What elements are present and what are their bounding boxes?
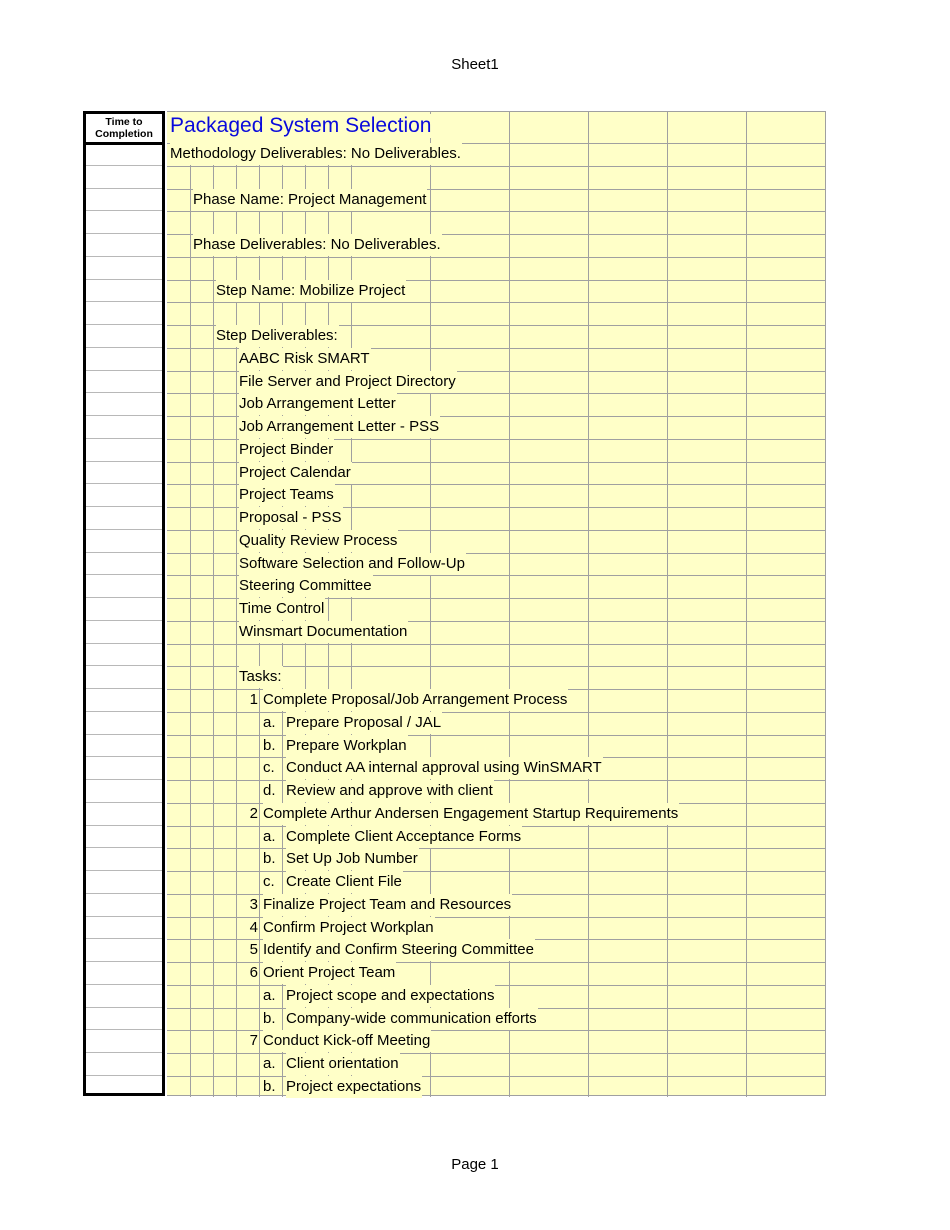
- time-cell: [86, 415, 162, 416]
- subtask-name: Complete Client Acceptance Forms: [286, 826, 522, 848]
- outline-row-text: Winsmart Documentation: [239, 621, 408, 643]
- outline-row-text: Steering Committee: [239, 575, 373, 597]
- time-cell: [86, 961, 162, 962]
- subtask-name: Set Up Job Number: [286, 848, 419, 870]
- time-cell: [86, 438, 162, 439]
- task-number: 4: [249, 918, 258, 936]
- subtask-letter: b.: [263, 1009, 276, 1027]
- time-cell: [86, 665, 162, 666]
- task-number: 2: [249, 804, 258, 822]
- task-name: Orient Project Team: [263, 962, 396, 984]
- time-cell: [86, 870, 162, 871]
- time-to-completion-column: [83, 111, 165, 1096]
- task-name: Conduct Kick-off Meeting: [263, 1030, 431, 1052]
- subtask-name: Project expectations: [286, 1076, 422, 1098]
- subtask-letter: b.: [263, 850, 276, 868]
- time-cell: [86, 461, 162, 462]
- time-cell: [86, 847, 162, 848]
- subtask-letter: a.: [263, 827, 276, 845]
- time-cell: [86, 188, 162, 189]
- time-cell: [86, 643, 162, 644]
- task-number: 5: [249, 941, 258, 959]
- subtask-letter: b.: [263, 736, 276, 754]
- subtask-name: Review and approve with client: [286, 780, 494, 802]
- time-cell: [86, 370, 162, 371]
- time-cell: [86, 984, 162, 985]
- time-cell: [86, 529, 162, 530]
- subtask-letter: a.: [263, 986, 276, 1004]
- subtask-letter: c.: [263, 873, 275, 890]
- time-cell: [86, 825, 162, 826]
- time-cell: [86, 506, 162, 507]
- outline-row-text: Phase Name: Project Management: [193, 189, 427, 211]
- time-cell: [86, 688, 162, 689]
- time-cell: [86, 279, 162, 280]
- subtask-name: Prepare Proposal / JAL: [286, 712, 442, 734]
- sheet-title: Packaged System Selection: [170, 114, 432, 137]
- task-number: 7: [249, 1032, 258, 1050]
- time-cell: [86, 916, 162, 917]
- task-name: Complete Arthur Andersen Engagement Startup Requirements: [263, 803, 679, 825]
- time-cell: [86, 301, 162, 302]
- page-number-footer: Page 1: [451, 1156, 499, 1173]
- outline-row-text: Quality Review Process: [239, 530, 398, 552]
- time-cell: [86, 1052, 162, 1053]
- outline-row-text: Phase Deliverables: No Deliverables.: [193, 234, 442, 256]
- time-cell: [86, 1007, 162, 1008]
- subtask-name: Create Client File: [286, 871, 403, 893]
- outline-row-text: Step Deliverables:: [216, 325, 339, 347]
- time-cell: [86, 233, 162, 234]
- outline-row-text: AABC Risk SMART: [239, 348, 371, 370]
- outline-row-text: Project Calendar: [239, 462, 352, 484]
- subtask-letter: b.: [263, 1077, 276, 1095]
- subtask-letter: a.: [263, 713, 276, 731]
- outline-row-text: Job Arrangement Letter: [239, 393, 397, 415]
- time-cell: [86, 324, 162, 325]
- outline-row-text: Tasks:: [239, 666, 283, 688]
- task-name: Identify and Confirm Steering Committee: [263, 939, 535, 961]
- outline-row-text: Methodology Deliverables: No Deliverables.: [170, 143, 462, 165]
- outline-row-text: Job Arrangement Letter - PSS: [239, 416, 440, 438]
- outline-row-text: Software Selection and Follow-Up: [239, 553, 466, 575]
- subtask-name: Project scope and expectations: [286, 985, 495, 1007]
- time-cell: [86, 711, 162, 712]
- task-name: Finalize Project Team and Resources: [263, 894, 512, 916]
- outline-row-text: File Server and Project Directory: [239, 371, 457, 393]
- time-cell: [86, 210, 162, 211]
- time-cell: [86, 938, 162, 939]
- time-cell: [86, 1075, 162, 1076]
- task-name: Confirm Project Workplan: [263, 917, 435, 939]
- subtask-letter: c.: [263, 759, 275, 777]
- task-number: 3: [249, 895, 258, 913]
- outline-row-text: Proposal - PSS: [239, 507, 343, 529]
- time-cell: [86, 165, 162, 166]
- task-sheet: [167, 111, 826, 1096]
- outline-row-text: Project Binder: [239, 439, 334, 461]
- sheet-name-header: Sheet1: [451, 56, 499, 73]
- subtask-name: Conduct AA internal approval using WinSMART: [286, 757, 603, 779]
- subtask-letter: a.: [263, 1055, 276, 1072]
- subtask-letter: d.: [263, 782, 276, 799]
- time-cell: [86, 597, 162, 598]
- time-to-completion-header: Time to Completion: [86, 114, 162, 145]
- subtask-name: Client orientation: [286, 1053, 400, 1075]
- time-cell: [86, 574, 162, 575]
- time-cell: [86, 1029, 162, 1030]
- time-cell: [86, 392, 162, 393]
- outline-row-text: Step Name: Mobilize Project: [216, 280, 406, 302]
- outline-row-text: Time Control: [239, 598, 325, 620]
- time-cell: [86, 734, 162, 735]
- time-cell: [86, 483, 162, 484]
- time-cell: [86, 893, 162, 894]
- time-cell: [86, 347, 162, 348]
- time-cell: [86, 802, 162, 803]
- time-cell: [86, 620, 162, 621]
- subtask-name: Prepare Workplan: [286, 735, 408, 757]
- subtask-name: Company-wide communication efforts: [286, 1008, 538, 1030]
- time-cell: [86, 756, 162, 757]
- task-name: Complete Proposal/Job Arrangement Process: [263, 689, 568, 711]
- time-cell: [86, 256, 162, 257]
- outline-row-text: Project Teams: [239, 484, 335, 506]
- time-cell: [86, 779, 162, 780]
- time-cell: [86, 552, 162, 553]
- task-number: 6: [249, 964, 258, 981]
- spreadsheet-grid: [83, 111, 826, 1096]
- task-number: 1: [249, 691, 258, 708]
